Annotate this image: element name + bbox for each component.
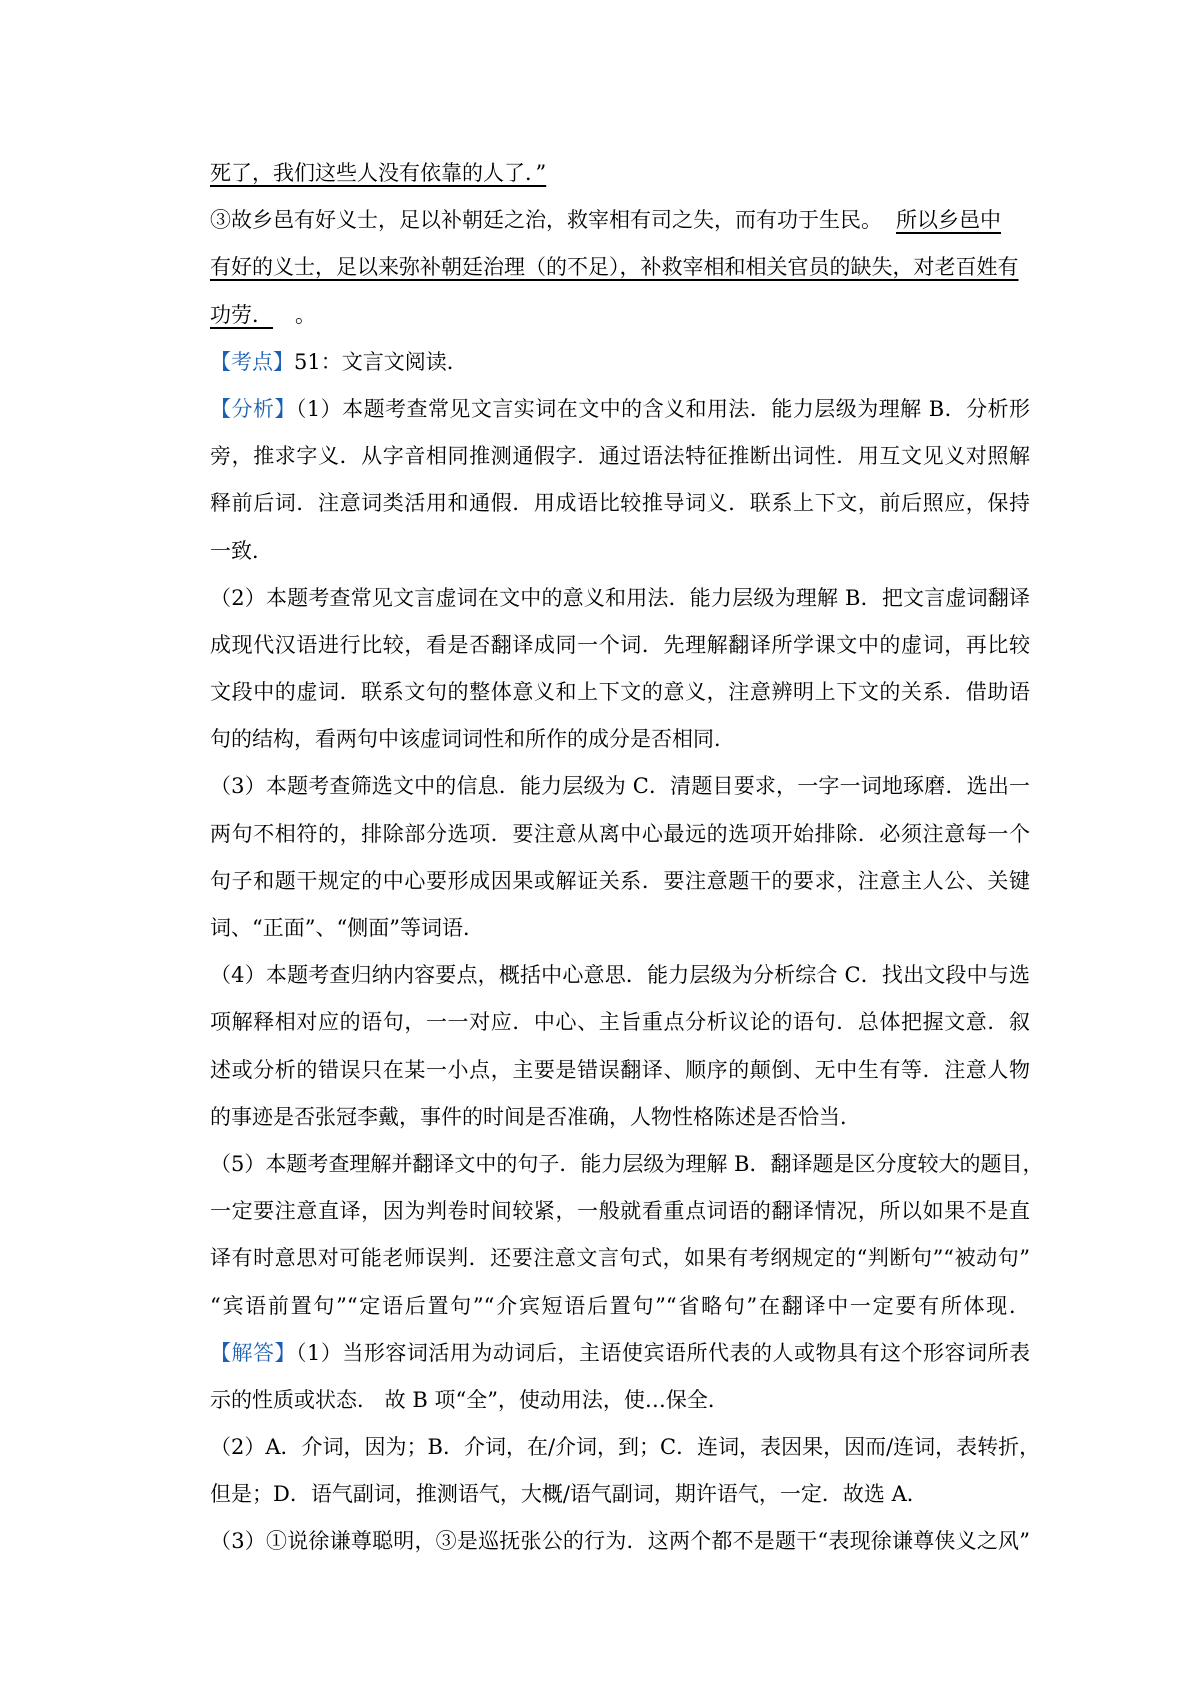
analysis-2-line-2: 成现代汉语进行比较，看是否翻译成同一个词．先理解翻译所学课文中的虚词，再比较 bbox=[210, 632, 1030, 657]
analysis-4-line-2: 项解释相对应的语句，一一对应．中心、主旨重点分析议论的语句．总体把握文意．叙 bbox=[210, 1010, 1030, 1035]
analysis-3-line-1: （3）本题考查筛选文中的信息．能力层级为 C．清题目要求，一字一词地琢磨．选出一 bbox=[210, 774, 1030, 799]
fenxi-tag: 【分析】 bbox=[210, 396, 296, 421]
analysis-3-line-2: 两句不相符的，排除部分选项．要注意从离中心最远的选项开始排除．必须注意每一个 bbox=[210, 821, 1030, 846]
jieda-line-1 bbox=[210, 1330, 1030, 1377]
fenxi-line-4: 一致． bbox=[210, 538, 273, 563]
answer-3-line-1: （3）①说徐谦尊聪明，③是巡抚张公的行为．这两个都不是题干“表现徐谦尊侠义之风” bbox=[210, 1529, 1030, 1554]
analysis-3-line-4: 词、“正面”、“侧面”等词语． bbox=[210, 916, 484, 940]
translation-line-3 bbox=[210, 244, 1030, 291]
jieda-text: （1）当形容词活用为动词后，主语使宾语所代表的人或物具有这个形容词所表 bbox=[296, 1340, 1030, 1365]
underlined-translation: 死了，我们这些人没有依靠的人了．” bbox=[210, 161, 547, 185]
analysis-3-line-3: 句子和题干规定的中心要形成因果或解证关系．要注意题干的要求，注意主人公、关键 bbox=[210, 868, 1030, 893]
original-sentence-3-line bbox=[210, 197, 1030, 244]
analysis-5-line-2: 一定要注意直译，因为判卷时间较紧，一般就看重点词语的翻译情况，所以如果不是直 bbox=[210, 1199, 1030, 1224]
kaodian-tag: 【考点】 bbox=[210, 349, 294, 374]
fenxi-line-3: 释前后词．注意词类活用和通假．用成语比较推导词义．联系上下文，前后照应，保持 bbox=[210, 491, 1030, 516]
jieda-tag: 【解答】 bbox=[210, 1340, 297, 1365]
underline-gap bbox=[546, 150, 576, 197]
fenxi-line-1 bbox=[210, 386, 1030, 433]
analysis-5-line-4: “宾语前置句”“定语后置句”“介宾短语后置句”“省略句”在翻译中一定要有所体现． bbox=[210, 1293, 1030, 1318]
analysis-4-line-3: 述或分析的错误只在某一小点，主要是错误翻译、顺序的颠倒、无中生有等．注意人物 bbox=[210, 1057, 1030, 1082]
analysis-2-line-3: 文段中的虚词．联系文句的整体意义和上下文的意义，注意辨明上下文的关系．借助语 bbox=[210, 680, 1030, 705]
fenxi-text: （1）本题考查常见文言实词在文中的含义和用法．能力层级为理解 B．分析形 bbox=[295, 396, 1031, 421]
kaodian-text: 51：文言文阅读． bbox=[294, 349, 468, 374]
translation-line-1 bbox=[210, 150, 1030, 197]
analysis-2-line-1: （2）本题考查常见文言虚词在文中的意义和用法．能力层级为理解 B．把文言虚词翻译 bbox=[210, 585, 1030, 610]
analysis-4-line-1: （4）本题考查归纳内容要点，概括中心意思．能力层级为分析综合 C．找出文段中与选 bbox=[210, 963, 1030, 988]
underlined-translation: 所以乡邑中 bbox=[896, 208, 1001, 233]
answer-2-line-1: （2）A．介词，因为；B．介词，在/介词，到；C．连词，表因果，因而/连词，表转折， bbox=[210, 1435, 1041, 1460]
fenxi-line-2: 旁，推求字义．从字音相同推测通假字．通过语法特征推断出词性．用互文见义对照解 bbox=[210, 444, 1030, 469]
kaodian-line bbox=[210, 339, 1030, 386]
analysis-4-line-4: 的事迹是否张冠李戴，事件的时间是否准确，人物性格陈述是否恰当． bbox=[210, 1104, 861, 1129]
analysis-2-line-4: 句的结构，看两句中该虚词词性和所作的成分是否相同． bbox=[210, 727, 735, 752]
answer-2-line-2: 但是；D．语气副词，推测语气，大概/语气副词，期许语气，一定．故选 A． bbox=[210, 1482, 928, 1507]
analysis-5-line-3: 译有时意思对可能老师误判．还要注意文言句式，如果有考纲规定的“判断句”“被动句” bbox=[210, 1246, 1030, 1271]
answer-content bbox=[210, 150, 1044, 1566]
underline-gap bbox=[273, 292, 295, 339]
translation-line-4: 功劳． 。 bbox=[210, 292, 1030, 339]
underlined-translation: 有好的义士，足以来弥补朝廷治理（的不足），补救宰相和相关官员的缺失，对老百姓有 bbox=[210, 255, 1019, 280]
original-sentence-3: ③故乡邑有好义士，足以补朝廷之治，救宰相有司之失，而有功于生民。 bbox=[210, 208, 882, 233]
analysis-5-line-1: （5）本题考查理解并翻译文中的句子．能力层级为理解 B．翻译题是区分度较大的题目， bbox=[210, 1151, 1044, 1176]
jieda-line-2: 示的性质或状态． 故 B 项“全”，使动用法，使…保全． bbox=[210, 1387, 729, 1412]
underlined-translation: 功劳． bbox=[210, 302, 273, 327]
